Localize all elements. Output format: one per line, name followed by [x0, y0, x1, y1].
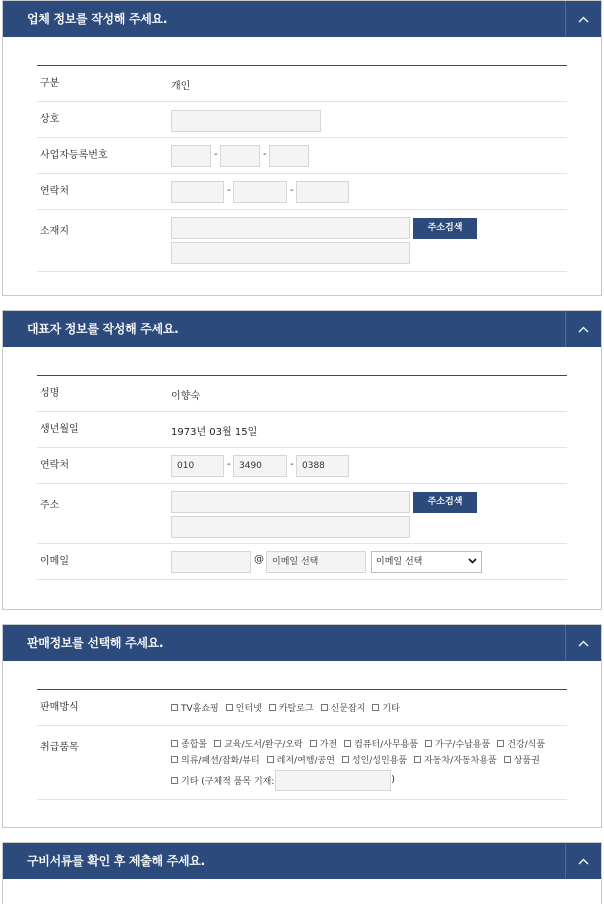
item-checkbox[interactable]: [344, 737, 418, 750]
row-rep-name: [37, 376, 567, 412]
item-label: 종합몰: [181, 740, 208, 750]
chevron-up-icon: [578, 640, 589, 647]
sales-method-checkbox[interactable]: [171, 701, 219, 714]
checkbox-box[interactable]: [171, 704, 178, 711]
item-label: 상품권: [513, 756, 540, 766]
item-checkbox[interactable]: [214, 737, 303, 750]
address-search-button[interactable]: 주소검색: [413, 218, 477, 239]
sales-method-label: 판매방식: [40, 702, 79, 713]
row-rep-address: [37, 484, 567, 544]
documents-panel: [2, 842, 602, 904]
company-info-panel: [2, 0, 602, 296]
sales-form-table: [37, 689, 567, 800]
checkbox-box[interactable]: [504, 756, 511, 763]
birth-label: 생년월일: [40, 424, 79, 435]
item-checkbox[interactable]: [504, 753, 540, 766]
collapse-toggle-button[interactable]: [565, 625, 601, 661]
rep-address-input-1[interactable]: [171, 491, 410, 513]
checkbox-box[interactable]: [310, 740, 317, 747]
sales-method-checkbox[interactable]: [372, 701, 399, 714]
company-name-input[interactable]: [171, 110, 321, 132]
bizno-input-1[interactable]: [171, 145, 211, 167]
item-label: 레저/여행/공연: [276, 756, 335, 766]
phone-dash: -: [290, 185, 294, 196]
checkbox-box[interactable]: [344, 740, 351, 747]
checkbox-box[interactable]: [171, 777, 178, 784]
email-domain-input[interactable]: 이메일 선택: [266, 551, 366, 573]
checkbox-box[interactable]: [226, 704, 233, 711]
phone-dash: -: [290, 459, 294, 470]
row-address: [37, 210, 567, 272]
collapse-toggle-button[interactable]: [565, 311, 601, 347]
checkbox-box[interactable]: [342, 756, 349, 763]
phone-label: 연락처: [40, 186, 69, 197]
item-checkbox[interactable]: [342, 753, 407, 766]
sales-method-checkbox[interactable]: [269, 701, 314, 714]
row-email: [37, 544, 567, 580]
row-birth: [37, 412, 567, 448]
checkbox-box[interactable]: [497, 740, 504, 747]
representative-info-panel: [2, 310, 602, 610]
item-other-label: 기타 (구체적 품목 기재:: [181, 776, 275, 787]
rep-address-input-2[interactable]: [171, 516, 410, 538]
checkbox-box[interactable]: [372, 704, 379, 711]
checkbox-box[interactable]: [321, 704, 328, 711]
chevron-up-icon: [578, 326, 589, 333]
row-bizno: [37, 138, 567, 174]
sales-method-checkbox[interactable]: [226, 701, 262, 714]
phone-dash: -: [227, 185, 231, 196]
sales-method-label: 카탈로그: [278, 704, 314, 714]
item-label: 자동차/자동차용품: [424, 756, 497, 766]
documents-title: 구비서류를 확인 후 제출해 주세요.: [27, 854, 205, 868]
rep-address-label: 주소: [40, 500, 60, 511]
company-form-table: [37, 65, 567, 272]
email-select-value: 이메일 선택: [376, 557, 423, 567]
sales-method-label: TV홈쇼핑: [181, 704, 219, 714]
rep-address-search-button[interactable]: 주소검색: [413, 492, 477, 513]
rep-phone-input-1[interactable]: 010: [171, 455, 224, 477]
item-label: 성인/성인용품: [351, 756, 408, 766]
item-label: 가구/수납용품: [435, 740, 491, 750]
rep-phone-input-3[interactable]: 0388: [296, 455, 349, 477]
phone-input-2[interactable]: [233, 181, 287, 203]
collapse-toggle-button[interactable]: [565, 843, 601, 879]
row-type: [37, 66, 567, 102]
item-checkbox[interactable]: [310, 737, 337, 750]
item-label: 건강/식품: [507, 740, 546, 750]
bizno-input-2[interactable]: [220, 145, 260, 167]
type-value: 개인: [171, 81, 191, 92]
phone-input-3[interactable]: [296, 181, 349, 203]
checkbox-box[interactable]: [267, 756, 274, 763]
rep-name-label: 성명: [40, 388, 60, 399]
checkbox-box[interactable]: [171, 756, 178, 763]
row-sales-method: [37, 690, 567, 726]
company-info-title: 업체 정보를 작성해 주세요.: [27, 12, 168, 26]
collapse-toggle-button[interactable]: [565, 1, 601, 37]
rep-phone-label: 연락처: [40, 460, 69, 471]
email-id-input[interactable]: [171, 551, 251, 573]
item-checkbox[interactable]: [171, 737, 207, 750]
row-name: [37, 102, 567, 138]
rep-name-value: 이향숙: [171, 391, 200, 402]
birth-value: 1973년 03월 15일: [171, 427, 258, 438]
phone-dash: -: [227, 459, 231, 470]
item-checkbox[interactable]: [497, 737, 545, 750]
item-checkbox[interactable]: [425, 737, 490, 750]
sales-info-panel: [2, 624, 602, 828]
items-label: 취급품목: [40, 742, 79, 753]
row-rep-phone: [37, 448, 567, 484]
documents-header: [3, 843, 601, 879]
sales-method-label: 인터넷: [235, 704, 262, 714]
company-info-header: [3, 1, 601, 37]
representative-info-title: 대표자 정보를 작성해 주세요.: [27, 322, 179, 336]
chevron-down-icon: [468, 558, 477, 564]
bizno-dash: -: [263, 149, 267, 160]
item-label: 가전: [319, 740, 338, 750]
item-other-input[interactable]: [275, 770, 391, 791]
bizno-input-3[interactable]: [269, 145, 309, 167]
rep-phone-input-2[interactable]: 3490: [233, 455, 287, 477]
representative-info-header: [3, 311, 601, 347]
sales-info-title: 판매정보를 선택해 주세요.: [27, 636, 164, 650]
item-label: 교육/도서/완구/오락: [224, 740, 303, 750]
chevron-up-icon: [578, 16, 589, 23]
at-sign: @: [254, 554, 264, 565]
chevron-up-icon: [578, 858, 589, 865]
sales-method-checkbox[interactable]: [321, 701, 366, 714]
sales-method-label: 기타: [382, 704, 400, 714]
item-checkbox[interactable]: [414, 753, 497, 766]
item-checkbox[interactable]: [171, 753, 260, 766]
checkbox-box[interactable]: [171, 740, 178, 747]
bizno-label: 사업자등록번호: [40, 150, 108, 161]
checkbox-box[interactable]: [414, 756, 421, 763]
address-label: 소재지: [40, 226, 69, 237]
address-input-2[interactable]: [171, 242, 410, 264]
type-label: 구분: [40, 78, 60, 89]
sales-info-header: [3, 625, 601, 661]
row-items: [37, 726, 567, 800]
item-other-close: ): [391, 775, 395, 785]
address-input-1[interactable]: [171, 217, 410, 239]
email-domain-select[interactable]: [371, 551, 482, 573]
item-label: 컴퓨터/사무용품: [354, 740, 419, 750]
checkbox-box[interactable]: [269, 704, 276, 711]
email-label: 이메일: [40, 556, 69, 567]
representative-form-table: [37, 375, 567, 580]
bizno-dash: -: [214, 149, 218, 160]
item-checkbox-other[interactable]: [171, 774, 274, 787]
checkbox-box[interactable]: [214, 740, 221, 747]
phone-input-1[interactable]: [171, 181, 224, 203]
name-label: 상호: [40, 114, 60, 125]
checkbox-box[interactable]: [425, 740, 432, 747]
item-checkbox[interactable]: [267, 753, 335, 766]
item-label: 의류/패션/잡화/뷰티: [181, 756, 260, 766]
sales-method-label: 신문잡지: [330, 704, 366, 714]
row-phone: [37, 174, 567, 210]
